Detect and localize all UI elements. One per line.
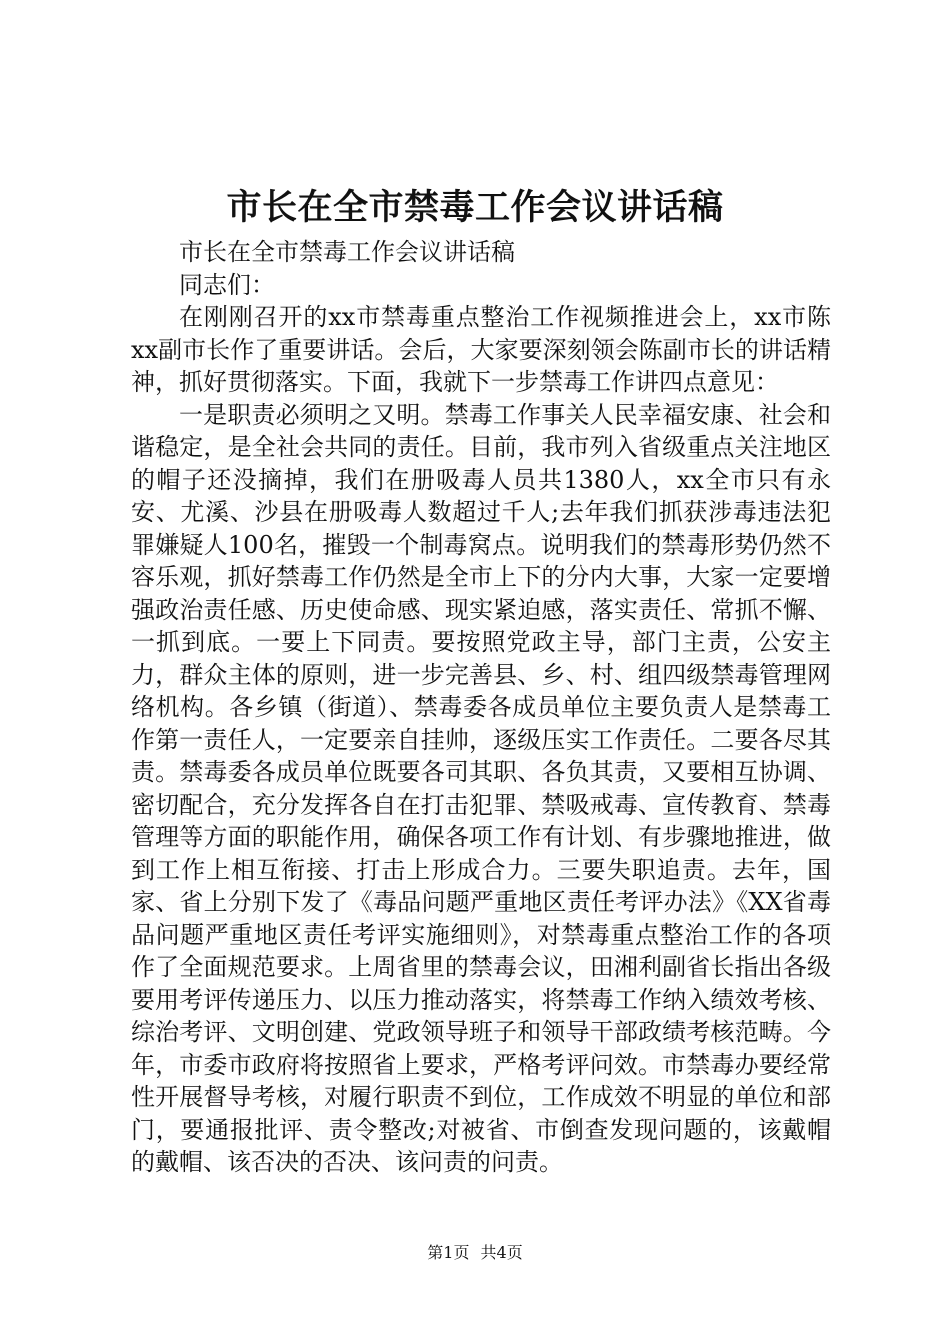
salutation-paragraph: 同志们： xyxy=(179,270,275,299)
document-title: 市长在全市禁毒工作会议讲话稿 xyxy=(226,187,724,228)
document-body xyxy=(131,236,831,1179)
intro-paragraph: 在刚刚召开的xx市禁毒重点整治工作视频推进会上，xx市陈xx副市长作了重要讲话。会后，大家要深刻领会陈副市长的讲话精神，抓好贯彻落实。下面，我就下一步禁毒工作讲四点意见： xyxy=(131,303,831,396)
page-total: 共4页 xyxy=(480,1243,523,1262)
subtitle-paragraph: 市长在全市禁毒工作会议讲话稿 xyxy=(179,238,515,266)
page-footer xyxy=(0,1241,950,1265)
point-one-paragraph: 一是职责必须明之又明。禁毒工作事关人民幸福安康、社会和谐稳定，是全社会共同的责任。目前，我市列入省级重点关注地区的帽子还没摘掉，我们在册吸毒人员共1380人，xx全市只有永安、尤溪、沙县在册吸毒人数超过千人;去年我们抓获涉毒违法犯罪嫌疑人100名，摧毁一个制毒窝点。说明我们的禁毒形势仍然不容乐观，抓好禁毒工作仍然是全市上下的分内大事，大家一定要增强政治责任感、历史使命感、现实紧迫感，落实责任、常抓不懈、一抓到底。一要上下同责。要按照党政主导，部门主责，公安主力，群众主体的原则，进一步完善县、乡、村、组四级禁毒管理网络机构。各乡镇（街道）、禁毒委各成员单位主要负责人是禁毒工作第一责任人，一定要亲自挂帅，逐级压实工作责任。二要各尽其责。禁毒委各成员单位既要各司其职、各负其责，又要相互协调、密切配合，充分发挥各自在打击犯罪、禁吸戒毒、宣传教育、禁毒管理等方面的职能作用，确保各项工作有计划、有步骤地推进，做到工作上相互衔接、打击上形成合力。三要失职追责。去年，国家、省上分别下发了《毒品问题严重地区责任考评办法》《XX省毒品问题严重地区责任考评实施细则》，对禁毒重点整治工作的各项作了全面规范要求。上周省里的禁毒会议，田湘利副省长指出各级要用考评传递压力、以压力推动落实，将禁毒工作纳入绩效考核、综治考评、文明创建、党政领导班子和领导干部政绩考核范畴。今年，市委市政府将按照省上要求，严格考评问效。市禁毒办要经常性开展督导考核，对履行职责不到位，工作成效不明显的单位和部门，要通报批评、责令整改;对被省、市倒查发现问题的，该戴帽的戴帽、该否决的否决、该问责的问责。 xyxy=(131,400,831,1176)
page-number: 第1页 xyxy=(427,1243,470,1262)
